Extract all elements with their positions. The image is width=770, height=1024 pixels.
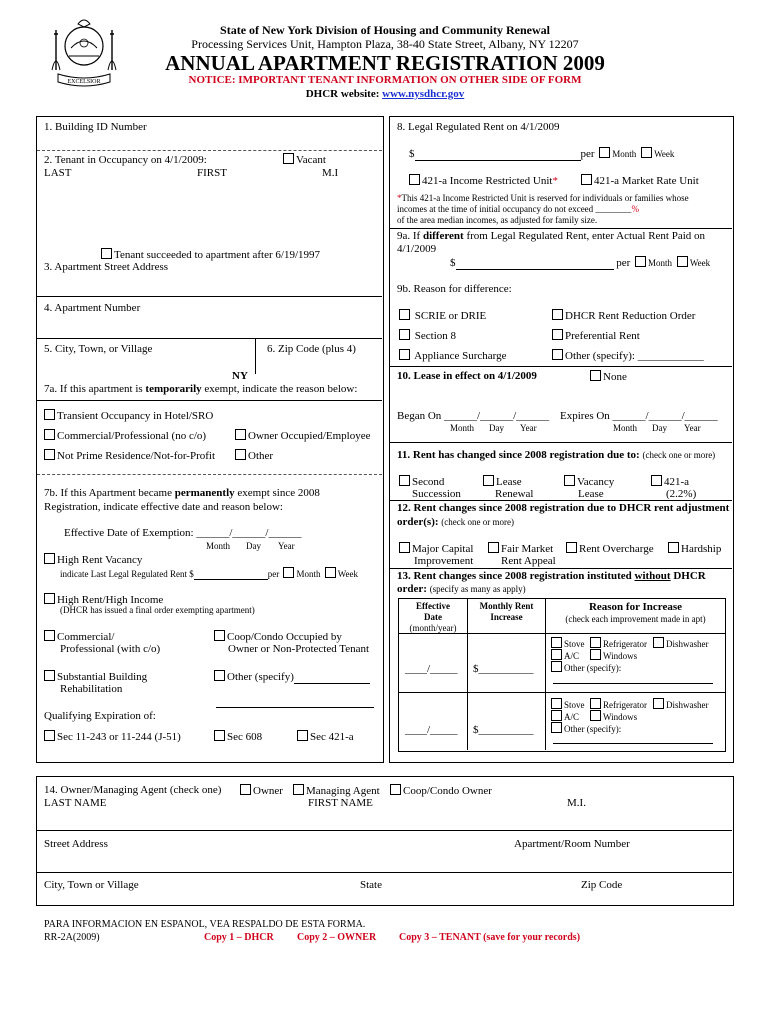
coop-owner-checkbox[interactable]: Coop/Condo Owner	[390, 784, 492, 798]
other-diff-checkbox[interactable]: Other (specify): ____________	[552, 349, 704, 363]
date-month-label: Month	[206, 541, 231, 551]
owner-occupied-checkbox[interactable]: Owner Occupied/Employee	[235, 429, 370, 443]
s7b-line2: Registration, indicate effective date and reason below:	[44, 501, 283, 513]
expires-day: Day	[652, 423, 667, 433]
row1-dishwasher[interactable]: Dishwasher	[653, 637, 709, 650]
agency-address: Processing Services Unit, Hampton Plaza, 38-40 State Street, Albany, NY 12207	[191, 37, 579, 51]
s9b-heading: 9b. Reason for difference:	[397, 283, 512, 295]
rent-overcharge-checkbox[interactable]: Rent Overcharge	[566, 542, 654, 556]
succession-label: Succession	[412, 488, 461, 500]
actual-rent-field[interactable]: $ per Month Week	[450, 257, 711, 269]
website-link[interactable]: www.nysdhcr.gov	[382, 88, 465, 100]
date-year-label: Year	[278, 541, 295, 551]
notice: NOTICE: IMPORTANT TENANT INFORMATION ON OTHER SIDE OF FORM	[188, 74, 582, 86]
commercial-co-checkbox[interactable]: Commercial/	[44, 630, 114, 644]
s11-heading: 11. Rent has changed since 2008 registration due to: (check one or more)	[397, 449, 716, 461]
s7b-heading: 7b. If this Apartment became permanently exempt since 2008	[44, 487, 320, 499]
rent-appeal-label: Rent Appeal	[501, 555, 556, 567]
s10-lease: 10. Lease in effect on 4/1/2009	[397, 370, 537, 382]
spanish-note: PARA INFORMACION EN ESPANOL, VEA RESPALDO DE ESTA FORMA.	[44, 919, 366, 930]
owner-zip[interactable]: Zip Code	[581, 879, 623, 891]
owner-city[interactable]: City, Town or Village	[44, 879, 139, 891]
lease-expires-field[interactable]: Expires On ______/______/______	[560, 410, 718, 422]
vacancy-lease-checkbox[interactable]: Vacancy	[564, 475, 614, 489]
form-number: RR-2A(2009)	[44, 932, 100, 943]
fair-market-checkbox[interactable]: Fair Market	[488, 542, 553, 556]
commercial-noco-checkbox[interactable]: Commercial/Professional (no c/o)	[44, 429, 206, 443]
copy-1: Copy 1 – DHCR	[204, 932, 274, 943]
owner-street[interactable]: Street Address	[44, 838, 108, 850]
row1-other[interactable]: Other (specify):	[551, 661, 621, 674]
market-rate-checkbox[interactable]: 421-a Market Rate Unit	[581, 174, 699, 188]
s7a-heading: 7a. If this apartment is temporarily exempt, indicate the reason below:	[44, 383, 358, 395]
seal-motto: EXCELSIOR	[67, 79, 101, 85]
legal-rent-line[interactable]: indicate Last Legal Regulated Rent $ per Month Week	[60, 569, 358, 579]
other-checkbox[interactable]: Other	[235, 449, 273, 463]
agency-name: State of New York Division of Housing and Community Renewal	[220, 23, 550, 37]
website-line	[0, 88, 770, 101]
s4-apartment-number[interactable]: 4. Apartment Number	[44, 302, 141, 314]
managing-agent-checkbox[interactable]: Managing Agent	[293, 784, 380, 798]
s6-zip[interactable]: 6. Zip Code (plus 4)	[267, 343, 356, 355]
date-day-label: Day	[246, 541, 261, 551]
lease-renewal-checkbox[interactable]: Lease	[483, 475, 522, 489]
row2-windows[interactable]: Windows	[590, 710, 637, 723]
coop-checkbox[interactable]: Coop/Condo Occupied by	[214, 630, 342, 644]
major-capital-checkbox[interactable]: Major Capital	[399, 542, 473, 556]
s9a-heading: 9a. If different from Legal Regulated Rent, enter Actual Rent Paid on	[397, 230, 706, 242]
transient-checkbox[interactable]: Transient Occupancy in Hotel/SRO	[44, 409, 213, 423]
owner-last-name[interactable]: LAST NAME	[44, 797, 107, 809]
s13-line2: order: (specify as many as apply)	[397, 583, 526, 595]
row2-refrigerator[interactable]: Refrigerator	[590, 698, 647, 711]
row1-windows[interactable]: Windows	[590, 649, 637, 662]
copy-3: Copy 3 – TENANT (save for your records)	[399, 932, 581, 943]
row2-date[interactable]: ____/_____	[405, 724, 458, 736]
s12-line2: order(s): (check one or more)	[397, 516, 515, 528]
col-increase: Increase	[490, 612, 523, 622]
row1-amount[interactable]: $__________	[473, 663, 534, 675]
improvement-label: Improvement	[414, 555, 474, 567]
scrie-checkbox[interactable]: SCRIE or DRIE	[399, 309, 486, 323]
s2-tenant-occupancy: 2. Tenant in Occupancy on 4/1/2009:	[44, 154, 207, 166]
col-monthly-rent: Monthly Rent	[479, 601, 534, 611]
form-title: ANNUAL APARTMENT REGISTRATION 2009	[165, 51, 605, 75]
lease-began-field[interactable]: Began On ______/______/______	[397, 410, 550, 422]
row2-dishwasher[interactable]: Dishwasher	[653, 698, 709, 711]
vacancy-lease-label: Lease	[578, 488, 604, 500]
s3-street-address[interactable]: 3. Apartment Street Address	[44, 261, 169, 273]
s8-legal-rent: 8. Legal Regulated Rent on 4/1/2009	[397, 121, 560, 133]
sec11243-checkbox[interactable]: Sec 11-243 or 11-244 (J-51)	[44, 730, 181, 744]
col-reason-note: (check each improvement made in apt)	[565, 614, 706, 624]
row2-stove[interactable]: Stove	[551, 698, 585, 711]
second-succession-checkbox[interactable]: Second	[399, 475, 444, 489]
succeeded-checkbox[interactable]: Tenant succeeded to apartment after 6/19/1997	[101, 248, 320, 262]
owner-mi[interactable]: M.I.	[567, 797, 586, 809]
dhcr-order-note: (DHCR has issued a final order exempting apartment)	[60, 605, 255, 615]
website-label: DHCR website:	[305, 88, 380, 100]
commercial-co-line2: Professional (with c/o)	[60, 643, 161, 655]
row1-date[interactable]: ____/_____	[405, 663, 458, 675]
row2-other[interactable]: Other (specify):	[551, 722, 621, 735]
owner-apt-room[interactable]: Apartment/Room Number	[514, 838, 630, 850]
row2-ac[interactable]: A/C	[551, 710, 579, 723]
owner-first-name[interactable]: FIRST NAME	[308, 797, 373, 809]
col-date: Date	[424, 612, 442, 622]
copy-2: Copy 2 – OWNER	[297, 932, 377, 943]
tenant-mi-label: M.I	[322, 167, 339, 179]
other-specify-checkbox[interactable]: Other (specify)	[214, 670, 370, 684]
income-restricted-checkbox[interactable]: 421-a Income Restricted Unit*	[409, 174, 558, 188]
col-effective: Effective	[416, 601, 450, 611]
row2-amount[interactable]: $__________	[473, 724, 534, 736]
s12-heading: 12. Rent changes since 2008 registration due to DHCR rent adjustment	[397, 502, 730, 514]
sec421a-checkbox[interactable]: Sec 421-a	[297, 730, 354, 744]
s13-heading: 13. Rent changes since 2008 registration instituted without DHCR	[397, 570, 706, 582]
began-day: Day	[489, 423, 504, 433]
income-note-2: incomes at the time of initial occupancy do not exceed ________%	[397, 204, 639, 214]
col-reason: Reason for Increase	[588, 601, 683, 613]
appliance-checkbox[interactable]: Appliance Surcharge	[399, 349, 507, 363]
owner-state[interactable]: State	[360, 879, 382, 891]
hardship-checkbox[interactable]: Hardship	[668, 542, 721, 556]
dhcr-reduction-checkbox[interactable]: DHCR Rent Reduction Order	[552, 309, 695, 323]
expires-year: Year	[684, 423, 701, 433]
tenant-first-label: FIRST	[197, 167, 227, 179]
s5-city[interactable]: 5. City, Town, or Village	[44, 343, 153, 355]
substantial-rehab-checkbox[interactable]: Substantial Building	[44, 670, 147, 684]
preferential-checkbox[interactable]: Preferential Rent	[552, 329, 640, 343]
row1-ac[interactable]: A/C	[551, 649, 579, 662]
not-prime-checkbox[interactable]: Not Prime Residence/Not-for-Profit	[44, 449, 215, 463]
col-month-year: (month/year)	[409, 623, 457, 633]
owner-checkbox[interactable]: Owner	[240, 784, 283, 798]
state-ny: NY	[232, 370, 248, 382]
income-note-1: *This 421-a Income Restricted Unit is reserved for individuals or families whose	[397, 193, 689, 203]
tenant-last-label: LAST	[44, 167, 72, 179]
section8-checkbox[interactable]: Section 8	[399, 329, 456, 343]
coop-line2: Owner or Non-Protected Tenant	[228, 643, 370, 655]
r421a-checkbox[interactable]: 421-a	[651, 475, 689, 489]
legal-rent-field[interactable]: $ per Month Week	[409, 148, 675, 160]
s9a-line2: 4/1/2009	[397, 243, 437, 255]
expires-month: Month	[613, 423, 638, 433]
high-rent-income-checkbox[interactable]: High Rent/High Income	[44, 593, 163, 607]
sec608-checkbox[interactable]: Sec 608	[214, 730, 262, 744]
vacant-checkbox[interactable]: Vacant	[283, 153, 326, 167]
began-month: Month	[450, 423, 475, 433]
row1-refrigerator[interactable]: Refrigerator	[590, 637, 647, 650]
r421a-pct: (2.2%)	[666, 488, 697, 500]
high-rent-vacancy-checkbox[interactable]: High Rent Vacancy	[44, 553, 142, 567]
s1-building-id[interactable]: 1. Building ID Number	[44, 121, 147, 133]
none-checkbox[interactable]: None	[590, 370, 627, 384]
income-note-3: of the area median incomes, as adjusted for family size.	[397, 215, 598, 225]
substantial-rehab-line2: Rehabilitation	[60, 683, 123, 695]
qualifying-expiration: Qualifying Expiration of:	[44, 710, 156, 722]
row1-stove[interactable]: Stove	[551, 637, 585, 650]
began-year: Year	[520, 423, 537, 433]
s14-owner-agent: 14. Owner/Managing Agent (check one)	[44, 784, 222, 796]
renewal-label: Renewal	[495, 488, 534, 500]
effective-date-field[interactable]: Effective Date of Exemption: ______/______/______	[64, 527, 302, 539]
